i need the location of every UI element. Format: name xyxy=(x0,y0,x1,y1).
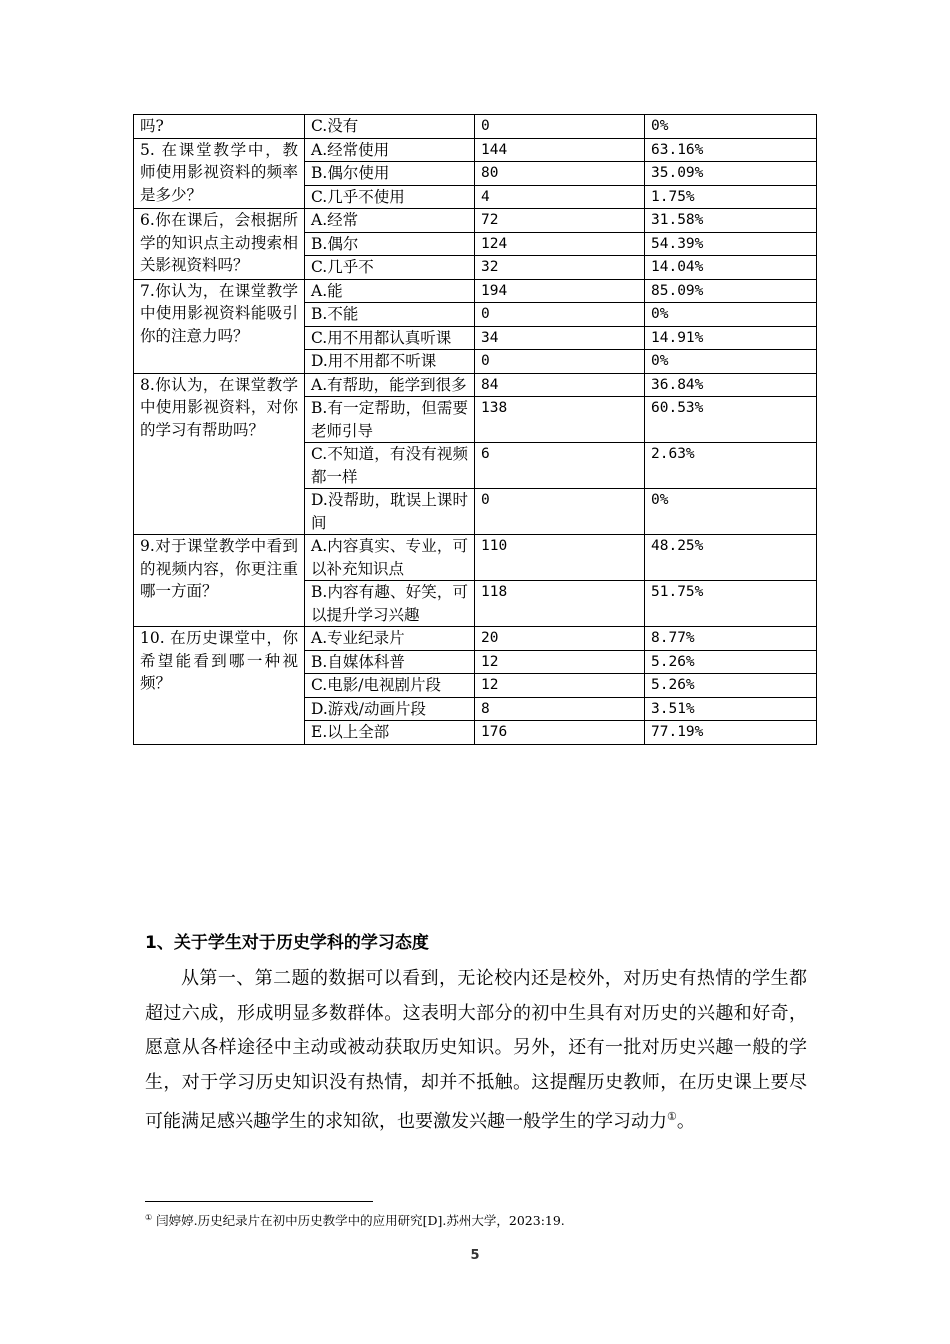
answer-cell: D.游戏/动画片段 xyxy=(305,697,475,721)
count-cell: 32 xyxy=(475,256,645,280)
survey-results-table xyxy=(133,114,817,745)
count-cell: 12 xyxy=(475,650,645,674)
percent-cell: 60.53% xyxy=(645,397,817,443)
answer-cell: E.以上全部 xyxy=(305,721,475,745)
question-cell: 8.你认为，在课堂教学中使用影视资料，对你的学习有帮助吗？ xyxy=(134,373,305,535)
table-row xyxy=(134,138,817,162)
table-row xyxy=(134,115,817,139)
section-heading: 1、关于学生对于历史学科的学习态度 xyxy=(145,933,429,953)
percent-cell: 5.26% xyxy=(645,674,817,698)
question-cell: 9.对于课堂教学中看到的视频内容，你更注重哪一方面？ xyxy=(134,535,305,627)
count-cell: 0 xyxy=(475,115,645,139)
count-cell: 8 xyxy=(475,697,645,721)
answer-cell: A.有帮助，能学到很多 xyxy=(305,373,475,397)
question-cell: 7.你认为，在课堂教学中使用影视资料能吸引你的注意力吗？ xyxy=(134,279,305,373)
percent-cell: 51.75% xyxy=(645,581,817,627)
percent-cell: 0% xyxy=(645,303,817,327)
table-row xyxy=(134,373,817,397)
table-row xyxy=(134,209,817,233)
percent-cell: 31.58% xyxy=(645,209,817,233)
percent-cell: 0% xyxy=(645,115,817,139)
footnote-marker: ① xyxy=(145,1212,153,1222)
answer-cell: B.偶尔 xyxy=(305,232,475,256)
page-number: 5 xyxy=(470,1248,480,1263)
percent-cell: 85.09% xyxy=(645,279,817,303)
count-cell: 84 xyxy=(475,373,645,397)
percent-cell: 14.91% xyxy=(645,326,817,350)
count-cell: 6 xyxy=(475,443,645,489)
percent-cell: 8.77% xyxy=(645,627,817,651)
answer-cell: B.内容有趣、好笑，可以提升学习兴趣 xyxy=(305,581,475,627)
answer-cell: D.用不用都不听课 xyxy=(305,350,475,374)
count-cell: 12 xyxy=(475,674,645,698)
percent-cell: 77.19% xyxy=(645,721,817,745)
percent-cell: 48.25% xyxy=(645,535,817,581)
answer-cell: B.偶尔使用 xyxy=(305,162,475,186)
percent-cell: 36.84% xyxy=(645,373,817,397)
count-cell: 34 xyxy=(475,326,645,350)
percent-cell: 0% xyxy=(645,350,817,374)
body-paragraph xyxy=(145,962,807,1140)
answer-cell: A.内容真实、专业，可以补充知识点 xyxy=(305,535,475,581)
count-cell: 124 xyxy=(475,232,645,256)
count-cell: 138 xyxy=(475,397,645,443)
footnote-separator xyxy=(145,1201,373,1202)
question-cell: 5. 在课堂教学中，教师使用影视资料的频率是多少？ xyxy=(134,138,305,209)
count-cell: 0 xyxy=(475,489,645,535)
percent-cell: 2.63% xyxy=(645,443,817,489)
count-cell: 4 xyxy=(475,185,645,209)
percent-cell: 54.39% xyxy=(645,232,817,256)
answer-cell: C.没有 xyxy=(305,115,475,139)
count-cell: 0 xyxy=(475,350,645,374)
answer-cell: B.不能 xyxy=(305,303,475,327)
count-cell: 144 xyxy=(475,138,645,162)
paragraph-end: 。 xyxy=(676,1111,695,1132)
question-cell: 吗? xyxy=(134,115,305,139)
count-cell: 20 xyxy=(475,627,645,651)
answer-cell: B.自媒体科普 xyxy=(305,650,475,674)
table-row xyxy=(134,627,817,651)
footnote xyxy=(145,1211,565,1229)
answer-cell: C.几乎不使用 xyxy=(305,185,475,209)
count-cell: 80 xyxy=(475,162,645,186)
answer-cell: C.几乎不 xyxy=(305,256,475,280)
count-cell: 0 xyxy=(475,303,645,327)
count-cell: 110 xyxy=(475,535,645,581)
count-cell: 118 xyxy=(475,581,645,627)
percent-cell: 5.26% xyxy=(645,650,817,674)
percent-cell: 35.09% xyxy=(645,162,817,186)
answer-cell: A.经常 xyxy=(305,209,475,233)
count-cell: 72 xyxy=(475,209,645,233)
answer-cell: C.电影/电视剧片段 xyxy=(305,674,475,698)
answer-cell: A.专业纪录片 xyxy=(305,627,475,651)
answer-cell: A.能 xyxy=(305,279,475,303)
footnote-reference[interactable]: ① xyxy=(667,1110,677,1123)
answer-cell: A.经常使用 xyxy=(305,138,475,162)
answer-cell: D.没帮助，耽误上课时间 xyxy=(305,489,475,535)
question-cell: 6.你在课后，会根据所学的知识点主动搜索相关影视资料吗？ xyxy=(134,209,305,280)
question-cell: 10. 在历史课堂中，你希望能看到哪一种视频？ xyxy=(134,627,305,745)
survey-table-body xyxy=(134,115,817,745)
count-cell: 176 xyxy=(475,721,645,745)
answer-cell: B.有一定帮助，但需要老师引导 xyxy=(305,397,475,443)
percent-cell: 63.16% xyxy=(645,138,817,162)
footnote-text: 闫婷婷.历史纪录片在初中历史教学中的应用研究[D].苏州大学，2023:19. xyxy=(156,1213,565,1228)
table-row xyxy=(134,279,817,303)
answer-cell: C.用不用都认真听课 xyxy=(305,326,475,350)
answer-cell: C.不知道，有没有视频都一样 xyxy=(305,443,475,489)
count-cell: 194 xyxy=(475,279,645,303)
percent-cell: 0% xyxy=(645,489,817,535)
paragraph-text: 从第一、第二题的数据可以看到，无论校内还是校外，对历史有热情的学生都超过六成，形成明显多数群体。这表明大部分的初中生具有对历史的兴趣和好奇，愿意从各样途径中主动或被动获取历史知识。另外，还有一批对历史兴趣一般的学生，对于学习历史知识没有热情，却并不抵触。这提醒历史教师，在历史课上要尽可能满足感兴趣学生的求知欲，也要激发兴趣一般学生的学习动力 xyxy=(145,968,807,1132)
table-row xyxy=(134,535,817,581)
percent-cell: 1.75% xyxy=(645,185,817,209)
percent-cell: 3.51% xyxy=(645,697,817,721)
percent-cell: 14.04% xyxy=(645,256,817,280)
